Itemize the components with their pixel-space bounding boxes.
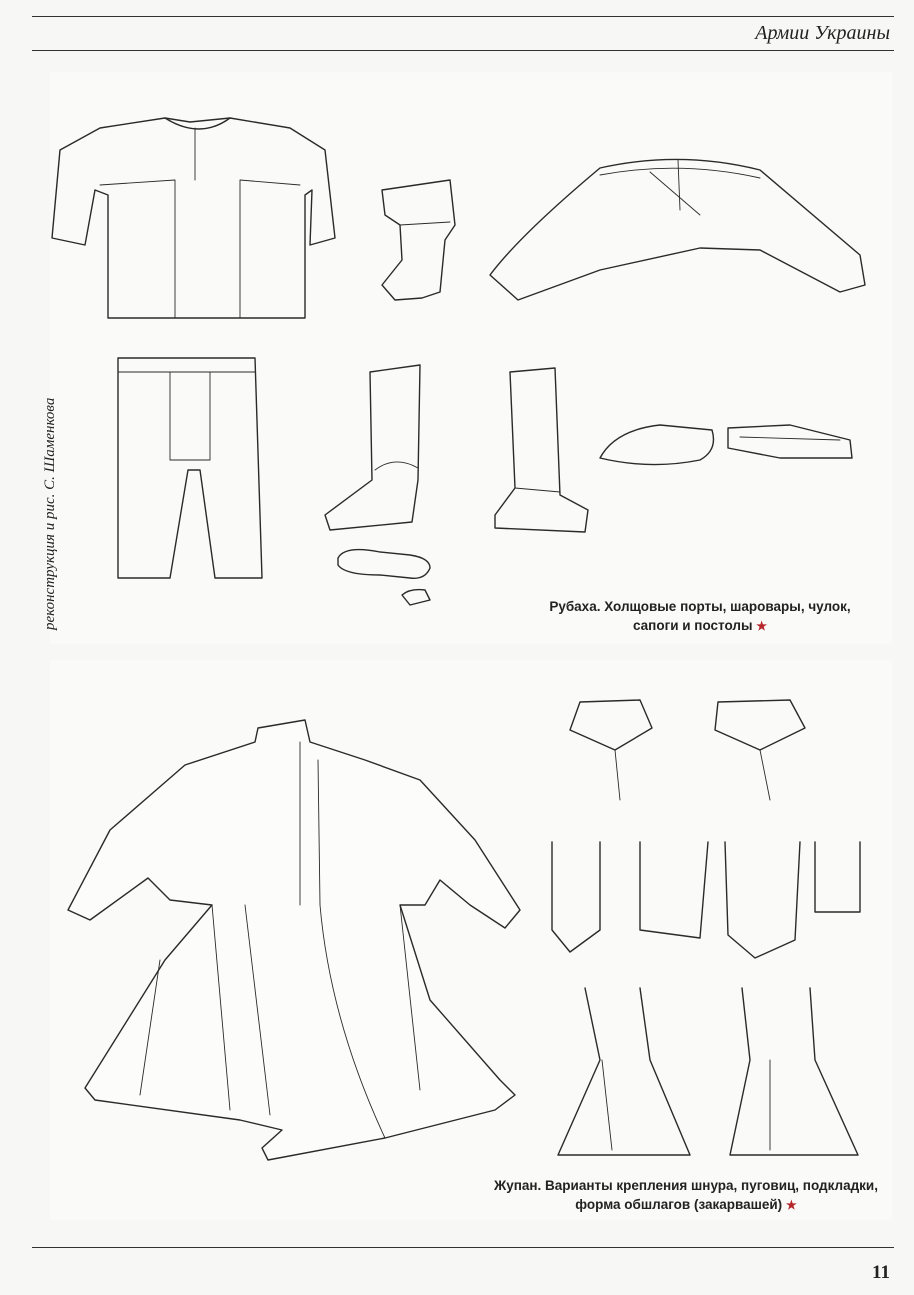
caption-bottom-line1: Жупан. Варианты крепления шнура, пуговиц, подкладки, [494,1178,878,1193]
lining-variant-2 [730,988,858,1155]
page-number: 11 [872,1262,890,1283]
sharovary-drawing [490,159,865,300]
boot-left-drawing [325,365,420,530]
boot-right-drawing [495,368,588,532]
collar-variant-2 [715,700,805,800]
trousers-drawing [118,358,262,578]
zhupan-drawing [68,720,520,1160]
illustration-credit: реконструкция и рис. С. Шаменкова [42,397,58,630]
cuff-variant-1 [552,842,600,952]
cuff-variant-3 [725,842,800,958]
star-icon: ★ [785,1198,797,1212]
lining-variant-1 [558,988,690,1155]
caption-bottom-line2-row [480,1195,892,1215]
caption-top [520,597,880,636]
cuff-variant-4 [815,842,860,912]
caption-top-line2-row [520,616,880,636]
cuff-variant-2 [640,842,708,938]
footer-rule [32,1247,894,1248]
collar-variant-1 [570,700,652,800]
stocking-drawing [382,180,455,300]
star-icon: ★ [756,619,767,633]
postoly-drawing [600,425,852,465]
caption-top-line1: Рубаха. Холщовые порты, шаровары, чулок, [549,599,851,614]
header-title: Армии Украины [755,22,890,44]
sole-drawing [338,550,430,605]
shirt-drawing [52,118,335,318]
caption-bottom [480,1176,892,1215]
caption-bottom-line2: форма обшлагов (закарвашей) [575,1197,783,1212]
caption-top-line2: сапоги и постолы [632,618,753,633]
